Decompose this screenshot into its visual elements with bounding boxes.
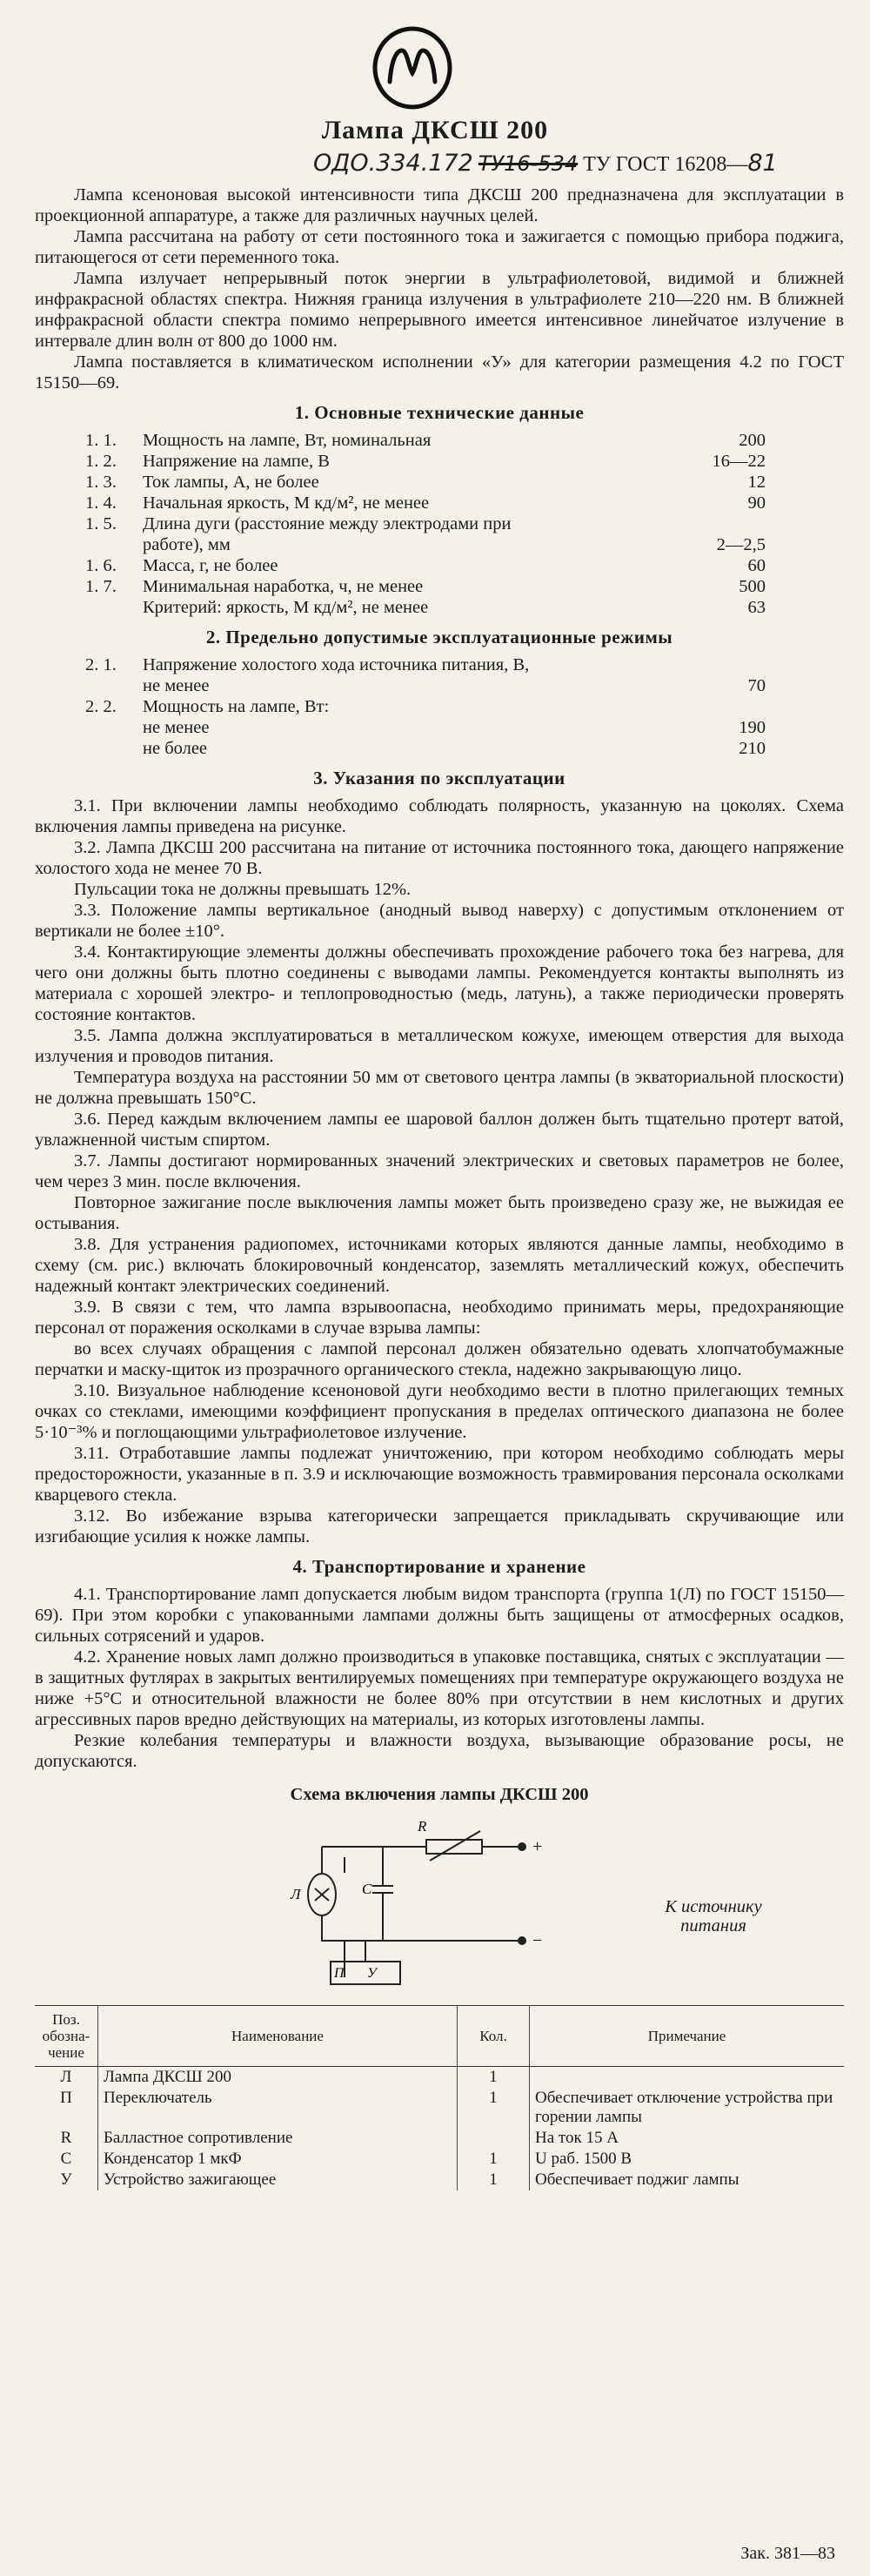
- part-name: Устройство зажигающее: [98, 2170, 458, 2190]
- resistor-label: R: [418, 1818, 427, 1835]
- part-note: Обеспечивает поджиг лампы: [530, 2170, 845, 2190]
- spec-num: [35, 534, 137, 555]
- instruction-paragraph: 3.9. В связи с тем, что лампа взрывоопасна, необходимо принимать меры, предохраняющие персонал от поражения осколками в случае взрыва лампы:: [35, 1298, 844, 1338]
- header-name: Наименование: [98, 2006, 458, 2067]
- parts-row: [35, 2067, 844, 2089]
- spec-row: [35, 696, 844, 717]
- spec-label: Ток лампы, А, не более: [143, 473, 319, 492]
- spec-num: 1. 7.: [85, 577, 117, 596]
- spec-num: 2. 2.: [85, 697, 117, 716]
- spec-value: 16—22: [712, 452, 766, 471]
- parts-table: [35, 2005, 844, 2190]
- technical-data-table: [35, 430, 844, 618]
- spec-label: Минимальная наработка, ч, не менее: [143, 577, 424, 596]
- spec-row: [35, 493, 844, 513]
- part-designation: У: [60, 2170, 72, 2189]
- instruction-paragraph: Пульсации тока не должны превышать 12%.: [74, 880, 412, 899]
- part-qty: 1: [458, 2067, 530, 2089]
- header-designation: Поз. обозна-чение: [35, 2006, 98, 2067]
- instruction-paragraph: 3.8. Для устранения радиопомех, источниками которых являются данные лампы, необходимо в схему (см. рис.) включать блокировочный конденсатор, заземлять металлический кожух, обеспечить надежный контакт электрических соединений.: [35, 1235, 844, 1296]
- tu-text: ТУ ГОСТ 16208—: [583, 153, 748, 176]
- intro-paragraph: Лампа поставляется в климатическом исполнении «У» для категории размещения 4.2 по ГОСТ 15150—69.: [35, 352, 844, 392]
- spec-value: 2—2,5: [716, 535, 766, 554]
- handwritten-code: ОДО.334.172: [313, 150, 473, 177]
- scheme-title: Схема включения лампы ДКСШ 200: [290, 1785, 589, 1804]
- spec-label: не менее: [143, 718, 210, 737]
- operation-instructions: [35, 795, 844, 1547]
- part-name: Балластное сопротивление: [98, 2128, 458, 2149]
- transport-storage: [35, 1584, 844, 1772]
- part-designation: С: [60, 2150, 72, 2168]
- spec-label: работе), мм: [143, 535, 231, 554]
- capacitor-label: C: [362, 1881, 372, 1897]
- spec-value: [635, 513, 844, 534]
- instruction-paragraph: 3.11. Отработавшие лампы подлежат уничтожению, при котором необходимо соблюдать меры предосторожности, указанные в п. 3.9 и исключающие возможность травмирования персонала осколками кварцевого стекла.: [35, 1444, 844, 1505]
- instruction-paragraph: во всех случаях обращения с лампой персонал должен обязательно одевать хлопчатобумажные перчатки и маску-щиток из прозрачного органического стекла, надежно закрывающую лицо.: [35, 1339, 844, 1379]
- limit-modes-table: [35, 654, 844, 759]
- parts-row: [35, 2170, 844, 2190]
- spec-num: 1. 3.: [85, 473, 117, 492]
- transport-paragraph: Резкие колебания температуры и влажности воздуха, вызывающие образование росы, не допускаются.: [35, 1731, 844, 1771]
- spec-row: [35, 675, 844, 696]
- section-4-heading: 4. Транспортирование и хранение: [292, 1556, 586, 1577]
- spec-label: Начальная яркость, М кд/м², не менее: [143, 493, 430, 513]
- wiring-scheme: [35, 1812, 844, 1995]
- section-2-heading: 2. Предельно допустимые эксплуатационные режимы: [205, 627, 673, 647]
- spec-num: 2. 1.: [85, 655, 117, 674]
- part-note: U раб. 1500 В: [530, 2149, 845, 2170]
- spec-code-line: [313, 150, 835, 177]
- instruction-paragraph: Температура воздуха на расстоянии 50 мм от светового центра лампы (в экваториальной плоскости) не должна превышать 150°С.: [35, 1068, 844, 1108]
- plus-label: +: [532, 1837, 543, 1856]
- transport-paragraph: 4.2. Хранение новых ламп должно производиться в упаковке поставщика, снятых с эксплуатации — в защитных футлярах в закрытых вентилируемых помещениях при температуре окружающего воздуха не ниже +5°С и относительной влажности не более 80% при отсутствии в нем кислотных и других агрессивных паров вредно действующих на материалы, из которых изготовлены лампы.: [35, 1647, 844, 1729]
- part-qty: 1: [458, 2149, 530, 2170]
- instruction-paragraph: 3.10. Визуальное наблюдение ксеноновой дуги необходимо вести в плотно прилегающих темных очках со стеклами, имеющими коэффициент пропускания в пределах оптического диапазона не более 5·10⁻³% и поглощающими ультрафиолетовое излучение.: [35, 1381, 844, 1442]
- spec-row: [35, 513, 844, 534]
- spec-value: 60: [747, 556, 766, 575]
- spec-value: 63: [747, 598, 766, 617]
- instruction-paragraph: 3.3. Положение лампы вертикальное (анодный вывод наверху) с допустимым отклонением от вертикали не более ±10°.: [35, 901, 844, 941]
- power-source-note: К источнику питания: [665, 1897, 762, 1935]
- spec-label: Мощность на лампе, Вт:: [143, 697, 330, 716]
- section-3-heading: 3. Указания по эксплуатации: [313, 768, 566, 788]
- minus-label: −: [532, 1931, 543, 1950]
- spec-num: [35, 717, 137, 738]
- terminal-minus: [519, 1937, 525, 1944]
- spec-label: не менее: [143, 676, 210, 695]
- part-name: Конденсатор 1 мкФ: [98, 2149, 458, 2170]
- spec-value: 200: [739, 431, 766, 450]
- order-number: Зак. 381—83: [740, 2544, 835, 2563]
- handwritten-year: 81: [747, 150, 778, 177]
- spec-num: [35, 597, 137, 618]
- instruction-paragraph: 3.6. Перед каждым включением лампы ее шаровой баллон должен быть тщательно протерт ватой, увлажненной чистым спиртом.: [35, 1110, 844, 1150]
- spec-num: 1. 2.: [85, 452, 117, 471]
- spec-row: [35, 534, 844, 555]
- spec-label: Напряжение на лампе, В: [143, 452, 330, 471]
- transport-paragraph: 4.1. Транспортирование ламп допускается любым видом транспорта (группа 1(Л) по ГОСТ 15150—69). При этом коробки с упакованными лампами должны быть защищены от атмосферных осадков, сильных сотрясений и ударов.: [35, 1585, 844, 1646]
- part-name: Лампа ДКСШ 200: [98, 2067, 458, 2089]
- part-note: [530, 2067, 845, 2089]
- part-note: На ток 15 А: [530, 2128, 845, 2149]
- instruction-paragraph: 3.12. Во избежание взрыва категорически запрещается прикладывать скручивающие или изгибающие усилия к ножке лампы.: [35, 1506, 844, 1546]
- spec-num: 1. 6.: [85, 556, 117, 575]
- instruction-paragraph: 3.5. Лампа должна эксплуатироваться в металлическом кожухе, имеющем отверстия для выхода излучения и проводов питания.: [35, 1026, 844, 1066]
- spec-num: 1. 4.: [85, 493, 117, 513]
- part-qty: [458, 2128, 530, 2149]
- parts-row: [35, 2088, 844, 2128]
- wiring-diagram: [261, 1812, 679, 1995]
- part-name: Переключатель: [98, 2088, 458, 2128]
- wire-bottom: [322, 1916, 522, 1941]
- spec-label: Мощность на лампе, Вт, номинальная: [143, 431, 432, 450]
- spec-row: [35, 451, 844, 472]
- parts-header-row: [35, 2006, 844, 2067]
- spec-value: 500: [739, 577, 766, 596]
- spec-value: 70: [747, 676, 766, 695]
- spec-value: 90: [747, 493, 766, 513]
- capacitor-symbol: [372, 1847, 393, 1941]
- spec-value: 190: [739, 718, 766, 737]
- part-designation: R: [60, 2129, 72, 2147]
- instruction-paragraph: Повторное зажигание после выключения лампы может быть произведено сразу же, не выжидая ее остывания.: [35, 1193, 844, 1233]
- document-title: Лампа ДКСШ 200: [321, 116, 549, 144]
- instruction-paragraph: 3.1. При включении лампы необходимо соблюдать полярность, указанную на цоколях. Схема включения лампы приведена на рисунке.: [35, 796, 844, 836]
- manufacturer-logo-icon: [369, 24, 456, 111]
- part-designation: П: [60, 2089, 72, 2107]
- spec-label: Напряжение холостого хода источника питания, В,: [143, 655, 530, 674]
- instruction-paragraph: 3.7. Лампы достигают нормированных значений электрических и световых параметров не более, чем через 3 мин. после включения.: [35, 1151, 844, 1191]
- part-designation: Л: [60, 2068, 72, 2086]
- spec-row: [35, 717, 844, 738]
- spec-num: [35, 738, 137, 759]
- header-qty: Кол.: [458, 2006, 530, 2067]
- spec-value: 210: [739, 739, 766, 758]
- document-body: [35, 184, 844, 2190]
- spec-label: Длина дуги (расстояние между электродами при: [143, 514, 512, 533]
- lamp-cross: [315, 1888, 329, 1901]
- spec-num: 1. 1.: [85, 431, 117, 450]
- part-note: Обеспечивает отключение устройства при горении лампы: [530, 2088, 845, 2128]
- spec-value: [635, 654, 844, 675]
- spec-num: 1. 5.: [85, 514, 117, 533]
- intro-paragraph: Лампа рассчитана на работу от сети постоянного тока и зажигается с помощью прибора поджига, питающегося от сети переменного тока.: [35, 227, 844, 267]
- intro-section: [35, 184, 844, 393]
- struck-code: ТУ16-534: [478, 151, 579, 176]
- spec-label: Масса, г, не более: [143, 556, 278, 575]
- spec-value: 12: [747, 473, 766, 492]
- spec-row: [35, 430, 844, 451]
- switch-label: П: [334, 1966, 345, 1981]
- spec-num: [35, 675, 137, 696]
- instruction-paragraph: 3.2. Лампа ДКСШ 200 рассчитана на питание от источника постоянного тока, дающего напряжение холостого хода не менее 70 В.: [35, 838, 844, 878]
- intro-paragraph: Лампа ксеноновая высокой интенсивности типа ДКСШ 200 предназначена для эксплуатации в проекционной аппаратуре, а также для различных научных целей.: [35, 185, 844, 225]
- terminal-plus: [519, 1843, 525, 1850]
- spec-label: Критерий: яркость, М кд/м², не менее: [143, 598, 429, 617]
- part-qty: 1: [458, 2088, 530, 2128]
- instruction-paragraph: 3.4. Контактирующие элементы должны обеспечивать прохождение рабочего тока без нагрева, для чего они должны быть плотно соединены с выводами лампы. Рекомендуется контакты выполнять из материала с хорошей электро- и теплопроводностью (медь, латунь), а также периодически проверять состояние контактов.: [35, 943, 844, 1024]
- spec-row: [35, 738, 844, 759]
- header-note: Примечание: [530, 2006, 845, 2067]
- part-qty: 1: [458, 2170, 530, 2190]
- section-1-heading: 1. Основные технические данные: [294, 402, 585, 423]
- parts-row: [35, 2149, 844, 2170]
- spec-row: [35, 555, 844, 576]
- spec-value: [635, 696, 844, 717]
- spec-row: [35, 472, 844, 493]
- igniter-label: У: [367, 1966, 377, 1981]
- parts-row: [35, 2128, 844, 2149]
- spec-row: [35, 576, 844, 597]
- intro-paragraph: Лампа излучает непрерывный поток энергии в ультрафиолетовой, видимой и ближней инфракрасной областях спектра. Нижняя граница излучения в ультрафиолете 210—220 нм. В ближней инфракрасной области спектра помимо непрерывного имеется интенсивное линейчатое излучение в интервале длин волн от 800 до 1000 нм.: [35, 269, 844, 351]
- spec-row: [35, 597, 844, 618]
- spec-label: не более: [143, 739, 208, 758]
- lamp-label: Л: [291, 1886, 301, 1902]
- spec-row: [35, 654, 844, 675]
